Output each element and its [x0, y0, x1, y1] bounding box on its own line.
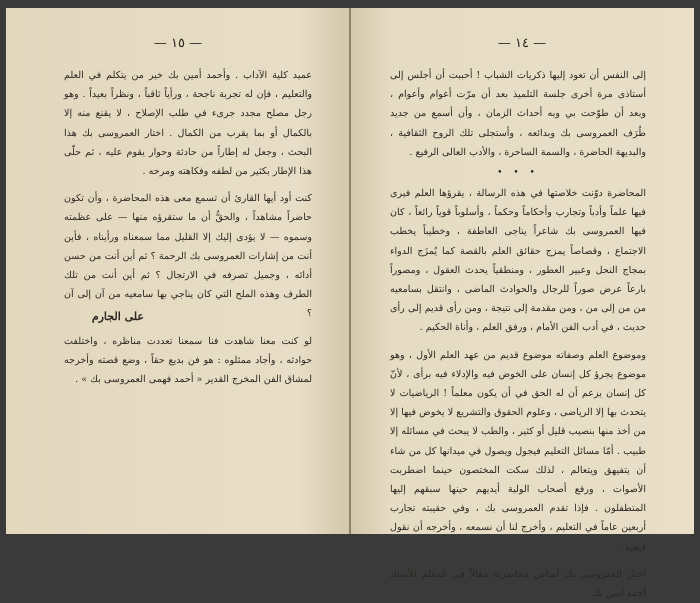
left-page: [6, 8, 350, 534]
author-signature: على الجارم: [91, 310, 144, 323]
page-number-14: — ١٤ —: [497, 36, 547, 51]
paragraph: إلى النفس أن تعود إليها ذكريات الشباب ! أحببت أن أجلس إلى أستاذى مرة أخرى جلسة التلميذ بعد أن مرّت أعوام وأعوام ، وبعد أن طوّحت بي وبه أحداث الزمان ، وأن أسمع من جديد طُرَف العمروسى بك وبدائعه ، وأستجلى تلك الروح الثقافية ، والبديهة الحاضرة ، والسمة الساحرة ، والأدب العالى الرفيع .: [390, 70, 646, 158]
paragraph: كنت أود أيها القارئ أن تسمع معى هذه المحاضرة ، وأن تكون حاضراً مشاهداً ، والحقُّ أن ما ستقرؤه منها — على عظمته وسموه — لا يؤدى إليك إلا القليل مما سمعناه ورأيناه ، فأين أنت من إشارات العمروسى بك الرحمة ؟ ثم أين أنت من حسن أدائه ، وجميل تصرفه في الارتجال ؟ ثم أين أنت من تلك الطرف وهذه الملح التي كان يناجي بها سامعيه من آن إلى آن ؟: [64, 193, 312, 320]
right-page-body: [390, 66, 646, 603]
left-page-body: [64, 66, 312, 389]
paragraph: لو كنت معنا شاهدت فنا سمعنا تعددت مناظره ، واختلفت حوادثه ، وأجاد ممثلوه : هو فن بديع حقاً ، وضع قصته وأخرجه لمشاق الفن المخرج القدير « أحمد فهمى العمروسى بك » .: [64, 335, 312, 386]
section-separator: • • •: [497, 168, 539, 179]
book-spread: [6, 8, 694, 600]
right-page: [350, 8, 694, 600]
paragraph: المحاضرة دوّنت خلاصتها في هذه الرسالة ، يقرؤها العلم فيرى فيها علماً وأدباً وتجارب وأحكاماً وحكماً ، وأسلوباً قوياً رائعاً ، كان فيها العمروسى بك شاعراً يناجى العاطفة ، وخطيباً يخطب الاجتماع ، وقصاصاً يمزج حقائق العلم بالقصة كما يُمزَج الدواء بمجاج النحل وعبير العطور ، ومنطقياً يحدث العقول ، ومصوراً بارعاً عرض صوراً للرجال والحوادث الماضى ، وانتقل بسامعيه من من إلى من ، ومن مقدمة إلى نتيجة ، ومن رأى قديم إلى رأى حديث ، في أدب الفن الأمام ، ورفق العلم ، وأناة الحكيم .: [390, 188, 646, 334]
paragraph: عميد كلية الآداب . وأحمد أمين بك خير من يتكلم في العلم والتعليم ، فإن له تجربة ناجحة ، ورأياً ثاقباً ، ونظراً بعيداً . وهو رجل مصلح مجدد جرىء في طلب الإصلاح ، لا يقنع منه إلا بالكمال أو بما يقرب من الكمال . اختار العمروسى بك هذا البحث ، وجعل له إطاراً من حادثة وحوار يقوم عليه ، ثم حلّى هذا الإطار بكثير من لطفه وفكاهته ومرحه .: [64, 70, 312, 178]
book-gutter: [349, 8, 351, 534]
paragraph: اختار العمروسى بك أساس محاضرته مقالاً في المعلم للأستاذ أحمد أمين بك: [390, 568, 646, 600]
paragraph: وموضوع العلم وصفاته موضوع قديم من عهد العلم الأول ، وهو موضوع يجرؤ كل إنسان على الخوض فيه والإدلاء فيه برأى ، لأنّ كل إنسان يزعم أن له الحق في أن يكون معلماً ! الرياضيات لا يتحدث بها إلا الرياضى ، وعلوم الحقوق والتشريع لا يخوض فيها إلا من أخذ منها بنصيب قليل أو كثير ، والطب لا يبحث في مسائله إلا طبيب . أمّا مسائل التعليم فيجول ويصول في ميدانها كل من شاء أن يتفيهق ويتعالم ، لذلك سكت المختصون حينما اضطربت الأصوات ، ورفع أصحاب الولية أيديهم حينها سبقهم إليها المتطفلون . فإذا تقدم العمروسى بك ، وفي حقيبته تجارب أربعين عاماً في التعليم ، وأخرج لنا أن نسمعه ، وأخرجه أن نقول فيجيد .: [390, 349, 646, 553]
page-number-15: — ١٥ —: [153, 36, 203, 51]
